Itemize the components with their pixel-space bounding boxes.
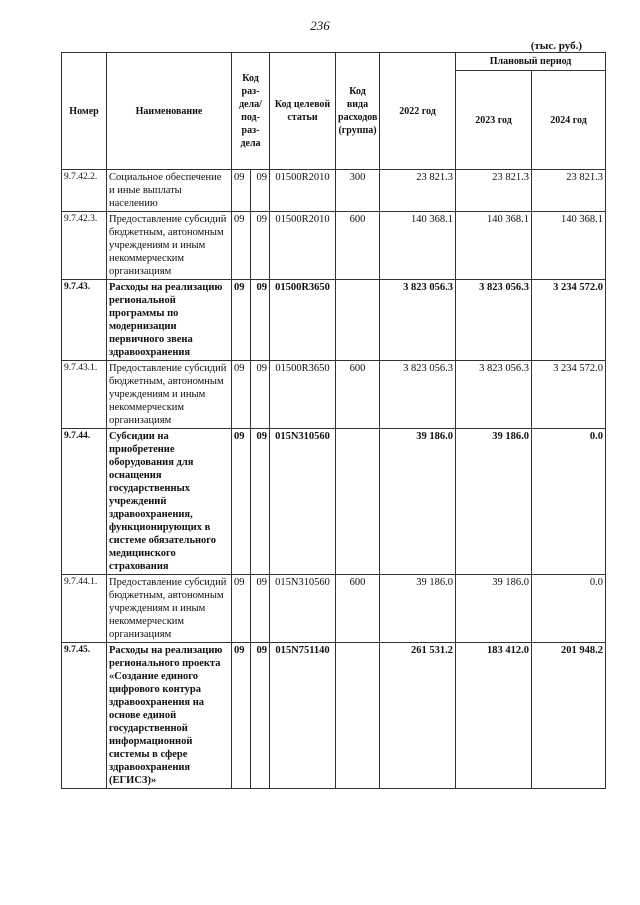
table-header-row	[62, 53, 606, 71]
row-expense-type: 300	[336, 170, 380, 212]
row-number: 9.7.42.3.	[62, 212, 107, 280]
table-row	[62, 212, 606, 280]
row-name: Предоставление субсидий бюджетным, автономным учреждениям и иным некоммерческим организациям	[107, 212, 232, 280]
row-value-2023: 183 412.0	[456, 643, 532, 789]
row-value-2022: 3 823 056.3	[380, 361, 456, 429]
row-number: 9.7.42.2.	[62, 170, 107, 212]
header-year-2022: 2022 год	[380, 53, 456, 170]
row-value-2024: 3 234 572.0	[532, 280, 606, 361]
row-target-code: 01500R2010	[270, 170, 336, 212]
row-value-2024: 140 368.1	[532, 212, 606, 280]
row-value-2022: 39 186.0	[380, 575, 456, 643]
units-label: (тыс. руб.)	[530, 40, 582, 52]
row-section: 09	[232, 429, 251, 575]
row-subsection: 09	[251, 429, 270, 575]
row-value-2023: 3 823 056.3	[456, 361, 532, 429]
row-section: 09	[232, 280, 251, 361]
table-row	[62, 170, 606, 212]
row-target-code: 01500R3650	[270, 361, 336, 429]
row-value-2022: 3 823 056.3	[380, 280, 456, 361]
row-name: Предоставление субсидий бюджетным, автономным учреждениям и иным некоммерческим организациям	[107, 575, 232, 643]
header-planned-period: Плановый период	[456, 53, 606, 71]
row-section: 09	[232, 170, 251, 212]
table-row	[62, 429, 606, 575]
row-value-2023: 39 186.0	[456, 429, 532, 575]
header-expense-type: Код вида расходов (группа)	[336, 53, 380, 170]
row-section: 09	[232, 361, 251, 429]
table-row	[62, 643, 606, 789]
row-number: 9.7.43.1.	[62, 361, 107, 429]
row-value-2024: 23 821.3	[532, 170, 606, 212]
row-number: 9.7.44.1.	[62, 575, 107, 643]
budget-table	[61, 52, 606, 789]
row-subsection: 09	[251, 361, 270, 429]
row-section: 09	[232, 643, 251, 789]
header-number: Номер	[62, 53, 107, 170]
row-value-2022: 23 821.3	[380, 170, 456, 212]
row-subsection: 09	[251, 212, 270, 280]
row-number: 9.7.45.	[62, 643, 107, 789]
row-value-2022: 261 531.2	[380, 643, 456, 789]
row-name: Расходы на реализацию региональной программы по модернизации первичного звена здравоохранения	[107, 280, 232, 361]
header-name: Наименование	[107, 53, 232, 170]
row-subsection: 09	[251, 643, 270, 789]
row-value-2024: 201 948.2	[532, 643, 606, 789]
row-number: 9.7.43.	[62, 280, 107, 361]
row-subsection: 09	[251, 170, 270, 212]
row-subsection: 09	[251, 280, 270, 361]
row-value-2024: 0.0	[532, 429, 606, 575]
row-name: Субсидии на приобретение оборудования для оснащения государственных учреждений здравоохранения, функционирующих в системе обязательного медицинского страхования	[107, 429, 232, 575]
row-target-code: 015N310560	[270, 575, 336, 643]
row-value-2022: 39 186.0	[380, 429, 456, 575]
page-number: 236	[310, 18, 330, 33]
table-row	[62, 361, 606, 429]
row-value-2023: 23 821.3	[456, 170, 532, 212]
row-section: 09	[232, 575, 251, 643]
row-expense-type	[336, 280, 380, 361]
row-section: 09	[232, 212, 251, 280]
row-name: Расходы на реализацию регионального проекта «Создание единого цифрового контура здравоохранения на основе единой государственной информационной системы в сфере здравоохранения (ЕГИСЗ)»	[107, 643, 232, 789]
header-target-code: Код целевой статьи	[270, 53, 336, 170]
header-section-code: Код раз-дела/ под-раз-дела	[232, 53, 270, 170]
row-expense-type	[336, 643, 380, 789]
row-value-2024: 3 234 572.0	[532, 361, 606, 429]
row-subsection: 09	[251, 575, 270, 643]
header-year-2024: 2024 год	[532, 71, 606, 170]
row-expense-type: 600	[336, 361, 380, 429]
header-year-2023: 2023 год	[456, 71, 532, 170]
table-row	[62, 280, 606, 361]
row-expense-type: 600	[336, 212, 380, 280]
row-target-code: 015N310560	[270, 429, 336, 575]
row-expense-type	[336, 429, 380, 575]
row-value-2023: 140 368.1	[456, 212, 532, 280]
row-value-2022: 140 368.1	[380, 212, 456, 280]
row-value-2023: 39 186.0	[456, 575, 532, 643]
row-name: Предоставление субсидий бюджетным, автономным учреждениям и иным некоммерческим организациям	[107, 361, 232, 429]
row-name: Социальное обеспечение и иные выплаты населению	[107, 170, 232, 212]
row-target-code: 01500R3650	[270, 280, 336, 361]
row-target-code: 01500R2010	[270, 212, 336, 280]
row-value-2024: 0.0	[532, 575, 606, 643]
table-body	[62, 170, 606, 789]
row-target-code: 015N751140	[270, 643, 336, 789]
row-number: 9.7.44.	[62, 429, 107, 575]
row-value-2023: 3 823 056.3	[456, 280, 532, 361]
table-row	[62, 575, 606, 643]
row-expense-type: 600	[336, 575, 380, 643]
